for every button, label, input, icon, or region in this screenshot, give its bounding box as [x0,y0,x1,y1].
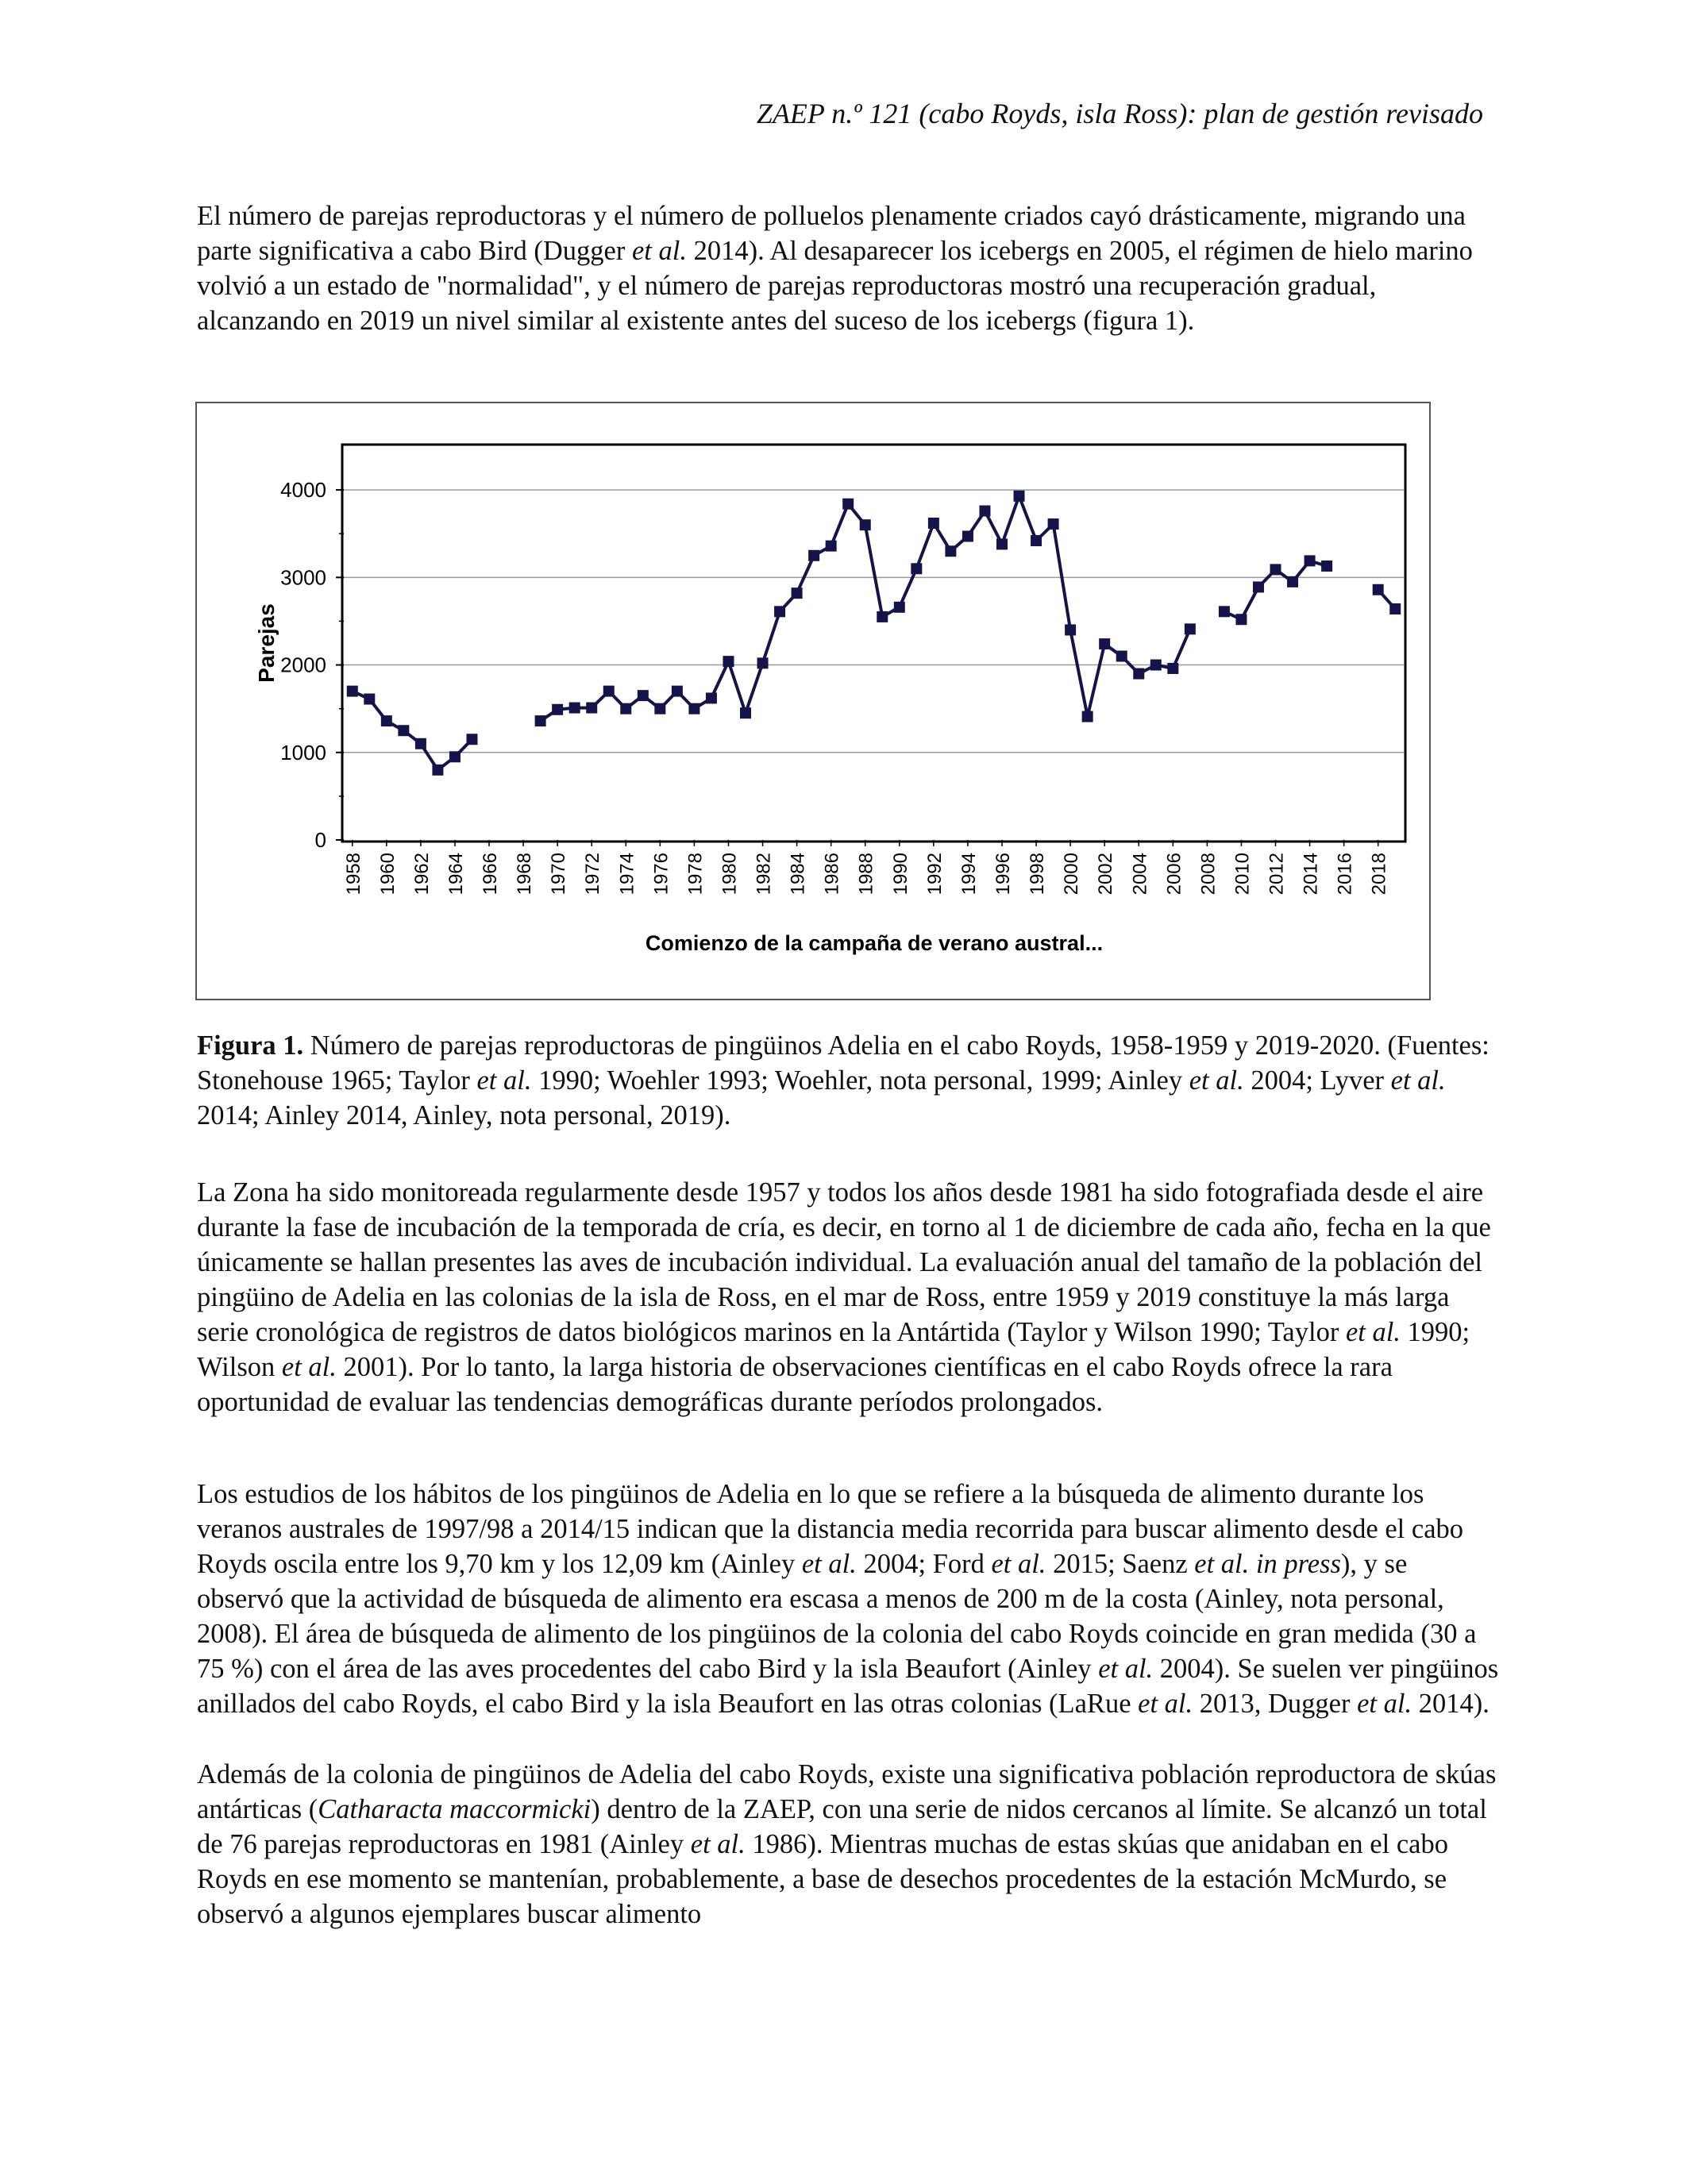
data-point-1981 [740,707,751,718]
data-point-1992 [928,518,939,529]
figure-1-frame [195,402,1431,1000]
p3-text-run: et al. [1138,1689,1193,1719]
data-point-1973 [603,686,615,697]
p3-text-run: 2004; Ford [856,1549,992,1579]
data-point-1978 [688,703,699,715]
p3-text-run: 2013, Dugger [1193,1689,1358,1719]
data-point-2014 [1305,555,1316,566]
data-point-2009 [1219,606,1230,617]
data-point-1975 [638,690,649,701]
x-tick-label: 2008 [1197,853,1220,896]
p1-text-run: et al. [631,236,687,266]
x-tick-label: 1976 [650,853,673,896]
data-point-1959 [364,694,375,705]
data-point-2005 [1150,660,1162,671]
p3-text-run: et al. in press [1194,1549,1341,1579]
data-point-1995 [979,506,990,517]
data-point-1980 [723,656,734,667]
data-point-1982 [757,657,769,668]
p4-text-run: Además de la colonia de pingüinos de Adelia del cabo Royds, existe una significativa población reproductora de skúas antárticas ( [197,1759,1497,1824]
p3-text-run: et al. [1357,1689,1412,1719]
data-point-2000 [1065,624,1076,635]
x-tick-label: 1978 [684,853,707,896]
caption-text-run: 2014; Ainley 2014, Ainley, nota personal, 2019). [197,1100,731,1131]
p3-text-run: et al. [801,1549,857,1579]
x-tick-label: 1990 [889,853,911,896]
p2-text-run: et al. [281,1352,337,1382]
x-tick-label: 2004 [1129,853,1151,896]
data-point-1999 [1048,518,1059,530]
x-tick-label: 2000 [1061,853,1083,896]
p2-text-run: et al. [1345,1317,1401,1347]
data-point-1969 [535,715,546,726]
data-point-1974 [620,703,631,715]
p2-text-run: La Zona ha sido monitoreada regularmente desde 1957 y todos los años desde 1981 ha sido fotografiada desde el aire durante la fase de incubación de la temporada de cría, es decir, en torno al 1 de diciembre de cada año, fecha en la que únicamente se hallan presentes las aves de incubación individual. La evaluación anual del tamaño de la población del pingüino de Adelia en las colonias de la isla de Ross, en el mar de Ross, entre 1959 y 2019 constituye la más larga serie cronológica de registros de datos biológicos marinos en la Antártida (Taylor y Wilson 1990; Taylor [197,1177,1491,1347]
p2-text-run: 2001). Por lo tanto, la larga historia de observaciones científicas en el cabo Royds ofrece la rara oportunidad de evaluar las tendencias demográficas durante períodos prolongados. [197,1352,1393,1417]
paragraph-skuas [197,1757,1499,1932]
x-tick-label: 2014 [1300,853,1322,896]
data-point-1962 [415,738,426,749]
data-point-2003 [1116,651,1127,662]
data-point-2019 [1389,603,1401,614]
p3-text-run: ), y se observó que la actividad de búsqueda de alimento era escasa a menos de 200 m de la costa (Ainley, nota personal, 2008). El área de búsqueda de alimento de los pingüinos de la colonia del cabo Royds coincide en gran medida (30 a 75 %) con el área de las aves procedentes del cabo Bird y la isla Beaufort (Ainley [197,1549,1477,1684]
y-tick-label: 1000 [280,740,326,765]
data-point-2010 [1235,614,1247,625]
x-tick-label: 1970 [548,853,570,896]
data-point-1998 [1031,535,1042,546]
data-point-1990 [894,602,905,613]
data-point-2006 [1167,663,1178,674]
data-point-1989 [877,611,888,622]
x-tick-label: 1994 [958,853,980,896]
data-point-1987 [842,499,854,510]
p4-text-run: 1986). Mientras muchas de estas skúas que anidaban en el cabo Royds en ese momento se mantenían, probablemente, a base de desechos procedentes de la estación McMurdo, se observó a algunos ejemplares buscar alimento [197,1829,1448,1929]
data-point-1993 [945,545,956,557]
x-tick-label: 1958 [342,853,364,896]
caption-text-run: 1990; Woehler 1993; Woehler, nota personal, 1999; Ainley [531,1065,1189,1096]
p4-text-run: et al. [690,1829,746,1859]
x-tick-label: 1960 [376,853,399,896]
data-point-1976 [654,703,665,715]
p3-text-run: 2015; Saenz [1046,1549,1195,1579]
data-point-1960 [381,715,392,726]
p3-text-run: et al. [1098,1654,1154,1684]
data-point-1963 [432,765,443,776]
x-tick-label: 1982 [753,853,775,896]
figure-caption [197,1028,1499,1133]
x-tick-label: 2006 [1163,853,1185,896]
data-point-1970 [552,704,563,715]
x-axis-label: Comienzo de la campaña de verano austral... [645,931,1104,955]
data-point-1994 [962,531,973,542]
data-point-1964 [449,751,461,762]
data-point-1961 [398,725,409,736]
data-point-1996 [996,538,1008,549]
data-point-1984 [792,587,803,599]
p1-text-run: El número de parejas reproductoras y el número de polluelos plenamente criados cayó drásticamente, migrando una parte significativa a cabo Bird (Dugger [197,201,1466,266]
caption-text-run: et al. [1189,1065,1244,1096]
data-point-2015 [1321,560,1332,572]
data-point-1988 [860,519,871,530]
paragraph-intro [197,198,1499,338]
x-tick-label: 1996 [992,853,1014,896]
y-tick-label: 2000 [280,653,326,677]
data-point-2013 [1287,576,1298,587]
x-tick-label: 1964 [445,853,467,896]
data-point-1972 [586,703,597,714]
data-point-1965 [466,734,477,745]
x-tick-label: 1974 [616,853,638,896]
x-tick-label: 1980 [719,853,741,896]
data-point-1997 [1014,491,1025,502]
data-point-2007 [1185,623,1196,634]
x-tick-label: 2010 [1231,853,1254,896]
p1-text-run: 2014). Al desaparecer los icebergs en 2005, el régimen de hielo marino volvió a un estado de "normalidad", y el número de parejas reproductoras mostró una recuperación gradual, alcanzando en 2019 un nivel similar al existente antes del suceso de los icebergs (figura 1). [197,236,1473,336]
running-header: ZAEP n.º 121 (cabo Royds, isla Ross): plan de gestión revisado [756,98,1483,129]
data-point-2002 [1099,638,1110,649]
data-point-2011 [1253,581,1264,592]
data-point-1983 [774,606,785,617]
paragraph-foraging [197,1477,1499,1721]
x-tick-label: 1968 [514,853,536,896]
p3-text-run: 2014). [1412,1689,1490,1719]
data-point-2001 [1082,711,1093,722]
x-tick-label: 1966 [480,853,502,896]
p2-text-run: 1990; Wilson [197,1317,1470,1382]
data-point-1991 [911,563,922,574]
x-tick-label: 1972 [582,853,604,896]
data-point-1986 [826,541,837,552]
p4-text-run: ) dentro de la ZAEP, con una serie de nidos cercanos al límite. Se alcanzó un total de 76 parejas reproductoras en 1981 (Ainley [197,1794,1487,1859]
caption-text-run: et al. [476,1065,532,1096]
x-tick-label: 2012 [1266,853,1288,896]
data-point-2012 [1270,564,1281,575]
paragraph-monitoring [197,1175,1499,1419]
caption-text-run: Figura 1. [197,1030,304,1061]
data-point-2004 [1133,668,1144,680]
x-tick-label: 1998 [1027,853,1049,896]
data-point-1977 [672,686,683,697]
data-point-1958 [347,686,358,697]
x-tick-label: 1992 [923,853,946,896]
x-tick-label: 1984 [787,853,809,896]
plot-area [342,445,1405,842]
caption-text-run: 2004; Lyver [1243,1065,1391,1096]
data-point-2018 [1373,584,1384,595]
x-tick-label: 1962 [410,853,433,896]
y-tick-label: 3000 [280,565,326,590]
caption-text-run: et al. [1390,1065,1446,1096]
data-point-1979 [706,692,717,703]
x-tick-label: 2016 [1334,853,1356,896]
p3-text-run: et al. [991,1549,1046,1579]
population-line-chart [197,403,1429,999]
x-tick-label: 2018 [1368,853,1390,896]
data-point-1985 [808,550,819,561]
p4-text-run: Catharacta maccormicki [318,1794,592,1824]
caption-text-run: Número de parejas reproductoras de pingüinos Adelia en el cabo Royds, 1958-1959 y 2019-2020. (Fuentes: Stonehouse 1965; Taylor [197,1030,1490,1096]
x-tick-label: 1986 [821,853,843,896]
data-point-1971 [569,703,580,714]
y-tick-label: 4000 [280,478,326,503]
x-tick-label: 2002 [1095,853,1117,896]
p3-text-run: 2004). Se suelen ver pingüinos anillados del cabo Royds, el cabo Bird y la isla Beaufort en las otras colonias (LaRue [197,1654,1499,1719]
y-tick-label: 0 [314,828,326,852]
x-tick-label: 1988 [855,853,877,896]
y-axis-label: Parejas [254,603,279,683]
p3-text-run: Los estudios de los hábitos de los pingüinos de Adelia en lo que se refiere a la búsqueda de alimento durante los veranos australes de 1997/98 a 2014/15 indican que la distancia media recorrida para buscar alimento desde el cabo Royds oscila entre los 9,70 km y los 12,09 km (Ainley [197,1479,1464,1579]
